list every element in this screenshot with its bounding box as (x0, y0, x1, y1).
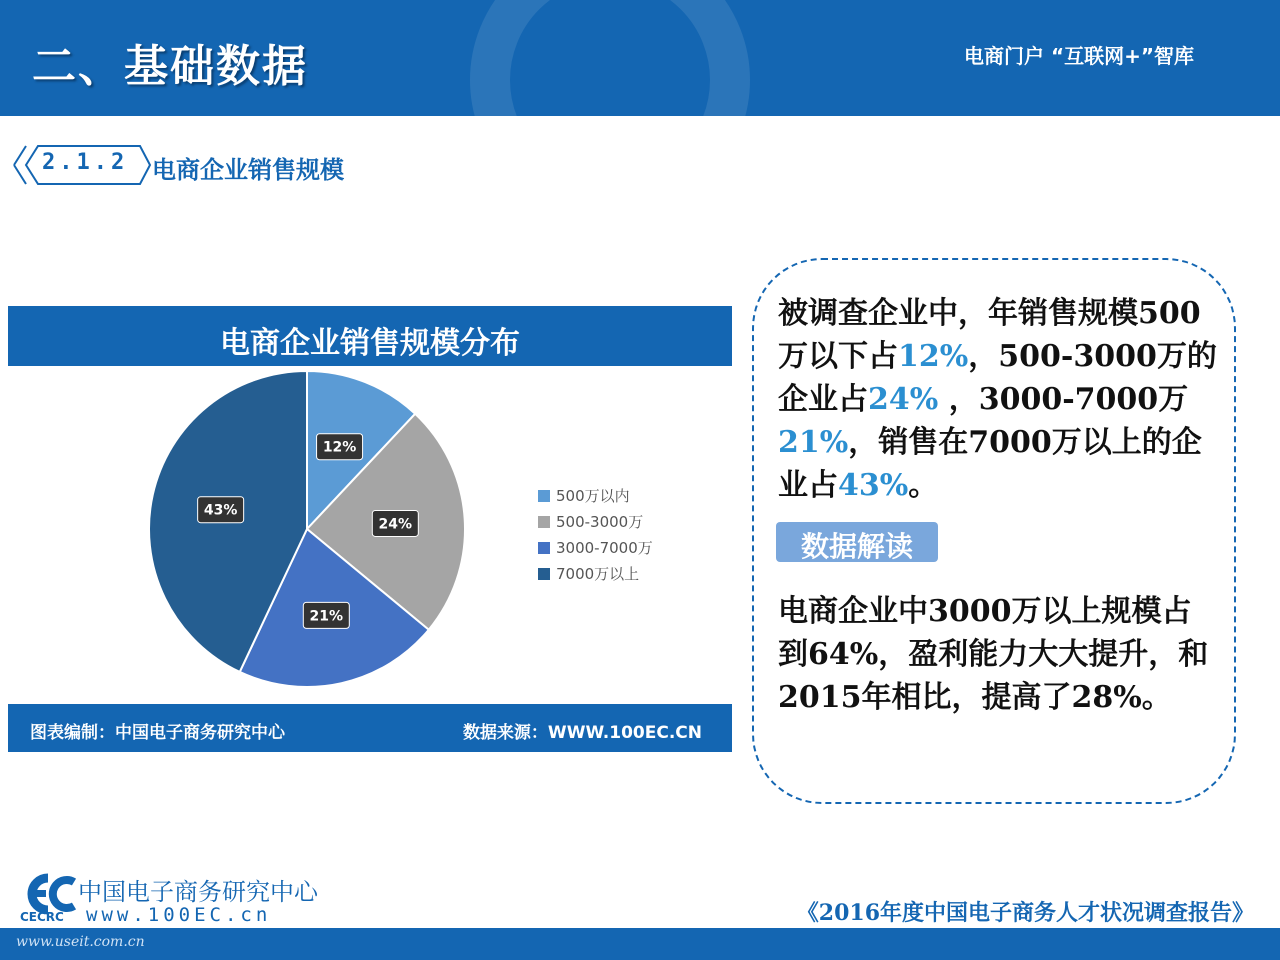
pie-chart (8, 366, 732, 704)
data-label: 43% (203, 502, 238, 519)
summary-text: ，500-3000万的企业占 (778, 339, 1217, 417)
header-decoration (470, 0, 750, 220)
data-label: 12% (322, 439, 357, 456)
report-title: 《2016年度中国电子商务人才状况调查报告》 (796, 900, 1254, 926)
legend-label: 7000万以上 (556, 565, 640, 583)
bottom-bar (0, 928, 1280, 960)
chart-footer (8, 704, 732, 752)
legend-swatch (538, 542, 550, 554)
chart-title: 电商企业销售规模分布 (220, 326, 520, 361)
legend-label: 500万以内 (556, 487, 630, 505)
data-label: 24% (378, 516, 413, 533)
highlight-percentage: 21% (778, 425, 849, 460)
summary-paragraph (778, 292, 1218, 507)
logo-url: www.100EC.cn (86, 904, 272, 926)
cecrc-logo (14, 872, 318, 928)
legend-swatch (538, 568, 550, 580)
chart-source: 数据来源：WWW.100EC.CN (462, 723, 702, 743)
page-title: 二、基础数据 (32, 41, 308, 92)
summary-text: 。 (908, 468, 939, 503)
legend-label: 3000-7000万 (556, 539, 653, 557)
summary-text: ，销售在7000万以上的企业占 (778, 425, 1202, 503)
legend-swatch (538, 516, 550, 528)
summary-text: 被调查企业中，年销售规模500万以下占 (778, 296, 1201, 374)
header-tagline: 电商门户 “互联网+”智库 (963, 44, 1194, 68)
highlight-percentage: 12% (898, 339, 969, 374)
header-bar (0, 0, 1280, 116)
summary-text: ，3000-7000万 (938, 382, 1189, 417)
legend-label: 500-3000万 (556, 513, 644, 531)
interpretation-box (752, 258, 1236, 804)
legend-swatch (538, 490, 550, 502)
interpretation-paragraph: 电商企业中3000万以上规模占到64%，盈利能力大大提升，和2015年相比，提高了28%。 (778, 594, 1209, 715)
data-label: 21% (309, 608, 344, 625)
watermark: www.useit.com.cn (16, 934, 145, 950)
logo-chinese-name: 中国电子商务研究中心 (78, 878, 318, 906)
section-number: 2.1.2 (42, 150, 129, 175)
section-title: 电商企业销售规模 (152, 156, 344, 184)
highlight-percentage: 43% (838, 468, 909, 503)
chart-title-bar (8, 306, 732, 366)
logo-abbreviation: CECRC (20, 910, 64, 924)
highlight-percentage: 24% (868, 382, 939, 417)
chart-credit: 图表编制：中国电子商务研究中心 (30, 723, 285, 743)
data-interpretation-badge (776, 522, 938, 562)
chart-panel (8, 306, 732, 752)
badge-label: 数据解读 (800, 530, 913, 563)
